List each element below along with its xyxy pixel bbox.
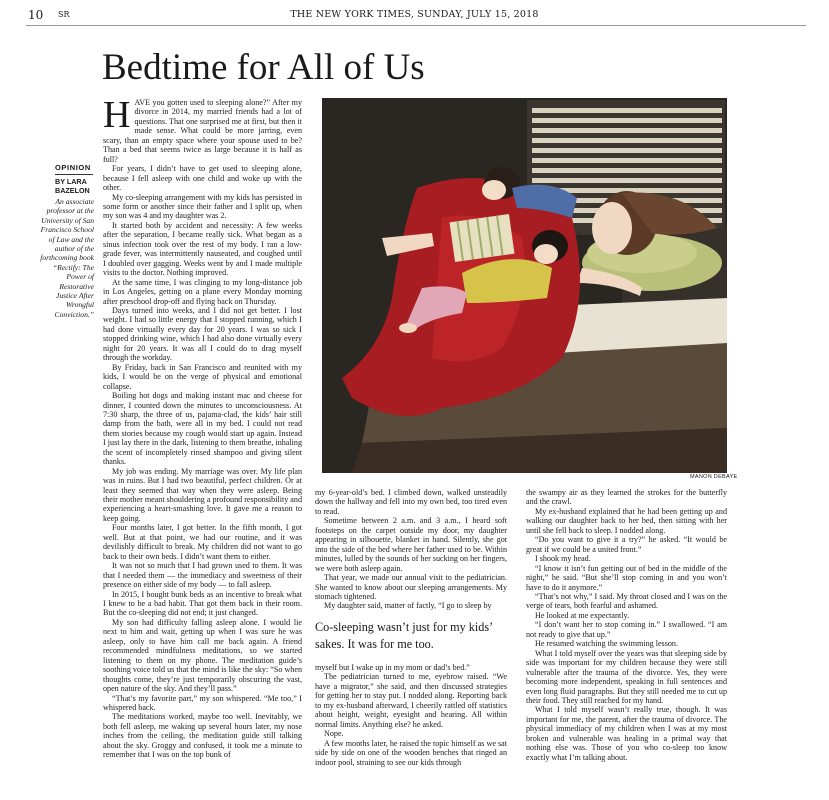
column-2-top — [315, 488, 507, 611]
drop-cap: H — [103, 94, 131, 136]
paragraph: Days turned into weeks, and I did not get better. I lost weight. I had so little energy that I stopped running, which I had done virtually every day for 20 years. I was so sick I stopped drinking wine, which I had also done virtually every night for 20 years. It was all I could do to drag myself through the workday. — [103, 305, 302, 363]
paragraph: I shook my head. — [535, 554, 591, 564]
column-3 — [526, 488, 727, 762]
paragraph: The pediatrician turned to me, eyebrow raised. “We have a migrator,” she said, and then discussed strategies for getting her to stay put. I nodded along. Reporting back to my ex-husband afterward, I cheerily rattled off statistics about height, weight, eyesight and hearing. All within normal limits. Anything else? he asked. — [315, 672, 507, 729]
author-bio: An associate professor at the University of San Francisco School of Law and the author of the forthcoming book “Rectify: The Power of Restorative Justice After Wrongful Conviction.” — [40, 197, 94, 319]
illustration — [322, 98, 727, 473]
section-label: SR — [58, 10, 70, 19]
page-number: 10 — [28, 8, 44, 22]
bedtime-illustration — [322, 98, 727, 473]
paragraph: Boiling hot dogs and making instant mac and cheese for dinner, I counted down the minutes to unconsciousness. At 7:30 sharp, the three of us, pajama-clad, the kids’ hair still damp from the bath, were all in my bed. I could not read them stories because my cough would start up again. Instead I just lay there in the dark, listening to them breathe, inhaling the scent of incompletely rinsed shampoo and giving silent thanks. — [103, 391, 302, 467]
paragraph: It was not so much that I had grown used to them. It was that I needed them — the immediacy and sweetness of their presence on either side of my body — to fall asleep. — [103, 561, 302, 590]
paragraph: my 6-year-old’s bed. I climbed down, walked unsteadily down the hallway and fell into my own bed, too tired even to read. — [315, 488, 507, 516]
paragraph: That year, we made our annual visit to the pediatrician. She wanted to know about our sleeping arrangements. My stomach tightened. — [315, 573, 507, 601]
paragraph: For years, I didn’t have to get used to sleeping alone, because I fell asleep with one child and woke up with the other. — [103, 164, 302, 193]
opinion-rule — [55, 174, 93, 175]
headline: Bedtime for All of Us — [102, 47, 425, 88]
paragraph: AVE you gotten used to sleeping alone?” After my divorce in 2014, my married friends had a lot of questions. That one surprised me at first, but then it made sense. What could be more jarring, even scary, than an empty space where your spouse used to be? Than a bed that seems twice as large because it is half as full? — [103, 98, 302, 164]
paragraph: My son had difficulty falling asleep alone. I would lie next to him and wait, getting up when I was sure he was asleep, only to have him call me back again. A friend recommended mindfulness meditations, so we started listening to them on my phone. The meditation guide’s soothing voice told us that the mind is like the sky: “So when thoughts come, they’re just temporarily obscuring the vast, open nature of the sky. And they’ll pass.” — [103, 617, 302, 694]
opinion-label: OPINION — [55, 163, 91, 172]
paragraph: He looked at me expectantly. — [535, 610, 630, 620]
paragraph: “I know it isn’t fun getting out of bed in the middle of the night,” he said. “But she’ll stop coming in and you won’t have to do it anymore.” — [526, 563, 727, 592]
paragraph: “I don’t want her to stop coming in.” I swallowed. “I am not ready to give that up.” — [526, 620, 727, 639]
column-1 — [103, 94, 302, 760]
paragraph: “That’s my favorite part,” my son whispered. “Me too,” I whispered back. — [103, 693, 302, 712]
byline: BY LARA BAZELON — [55, 177, 90, 195]
paragraph: My daughter said, matter of factly, “I go to sleep by — [324, 601, 492, 611]
header-rule — [26, 25, 806, 26]
paragraph: Nope. — [324, 729, 344, 739]
paragraph: the swampy air as they learned the strokes for the butterfly and the crawl. — [526, 488, 727, 507]
masthead: THE NEW YORK TIMES, SUNDAY, JULY 15, 2018 — [290, 9, 539, 20]
paragraph: myself but I wake up in my mom or dad’s bed.” — [315, 663, 470, 672]
illustration-credit: MANON DEBAYE — [690, 474, 738, 480]
paragraph: A few months later, he raised the topic himself as we sat side by side on one of the wooden benches that ringed an indoor pool, straining to see our kids through — [315, 738, 507, 767]
paragraph: “Do you want to give it a try?” he asked. “It would be great if we could be a united front.” — [526, 535, 727, 554]
paragraph: In 2015, I bought bunk beds as an incentive to break what I knew to be a bad habit. That got them back in their room. But the co-sleeping did not end; it just changed. — [103, 589, 302, 618]
pull-quote: Co-sleeping wasn’t just for my kids’ sakes. It was for me too. — [315, 620, 493, 651]
paragraph: My job was ending. My marriage was over. My life plan was in ruins. But I had two beautiful, perfect children. Or at least they seemed that way when they were asleep. Being their mother meant shouldering a profound responsibility and experiencing a heart-smashing love. It gave me a reason to keep going. — [103, 466, 302, 523]
paragraph: It started both by accident and necessity: A few weeks after the separation, I became really sick. What began as a sinus infection took over the rest of my body. I ran a low-grade fever, was intermittently nauseated, and coughed until I doubled over gagging. Weeks went by and I made multiple visits to the doctor. Nothing improved. — [103, 220, 302, 278]
paragraph: What I told myself wasn’t really true, though. It was important for me, the parent, after the trauma of divorce. The physical immediacy of my children when I was at my most broken and vulnerable was healing in a primal way that nothing else was. Those of you who co-sleep too know exactly what I’m talking about. — [526, 705, 727, 762]
paragraph: “That’s not why,” I said. My throat closed and I was on the verge of tears, both fearful and ashamed. — [526, 591, 727, 611]
paragraph: By Friday, back in San Francisco and reunited with my kids, I would be on the verge of physical and emotional collapse. — [103, 362, 302, 391]
paragraph: Sometime between 2 a.m. and 3 a.m., I heard soft footsteps on the carpet outside my door, my daughter appearing in silhouette, blanket in hand. Silently, she got into the side of the bed where her father used to be. Within minutes, lulled by the sounds of her sucking on her fingers, we were both asleep again. — [315, 516, 507, 573]
paragraph: He resumed watching the swimming lesson. — [535, 639, 678, 649]
paragraph: The meditations worked, maybe too well. Inevitably, we both fell asleep, me waking up several hours later, my nose inches from the ceiling, the meditation guide still talking about the sky. Groggy and confused, it took me a minute to remember that I was on the top bunk of — [103, 712, 302, 760]
paragraph: My ex-husband explained that he had been getting up and walking our daughter back to her bed, then sitting with her until she fell back to sleep. I nodded along. — [526, 506, 727, 535]
paragraph: What I told myself over the years was that sleeping side by side was important for my children because they were still vulnerable after the trauma of the divorce. Yes, they were becoming more independent, speaking in full sentences and even long fluid paragraphs. But they still needed me to cut up their food. They still reached for my hand. — [526, 648, 727, 705]
paragraph: Four months later, I got better. In the fifth month, I got well. But at that point, we had our routine, and it was devilishly difficult to break. My children did not want to go back to their own beds. I didn’t want them to either. — [103, 523, 302, 561]
column-2-bottom — [315, 663, 507, 767]
paragraph: My co-sleeping arrangement with my kids has persisted in some form or another since their father and I split up, when my son was 4 and my daughter was 2. — [103, 192, 302, 221]
paragraph: At the same time, I was clinging to my long-distance job in Los Angeles, getting on a plane every Monday morning after preschool drop-off and flying back on Thursday. — [103, 277, 302, 306]
